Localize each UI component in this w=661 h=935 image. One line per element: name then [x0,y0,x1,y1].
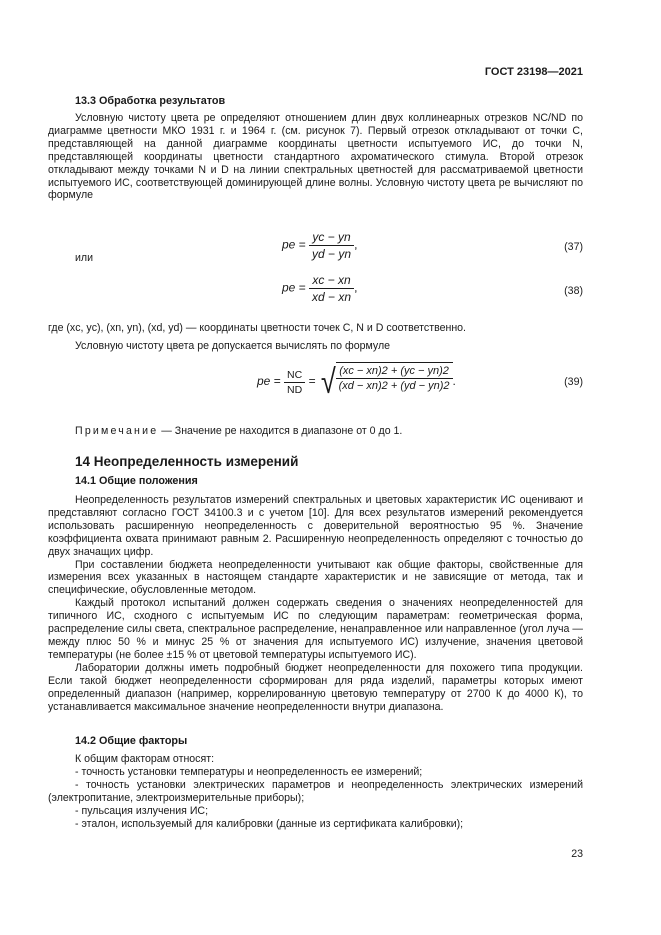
section-13-3-paragraph-1 [48,112,583,202]
paragraph-text: Условную чистоту цвета pe определяют отношением длин двух коллинеарных отрезков NC/ND по диаграмме цветности МКО 1931 г. и 1964 г. (см. рисунок 7). Первый отрезок откладывают от точки С, представляющей на данной диаграмме координаты цветности испытуемого ИС, до точки N, представляющей координаты цветности стандартного ахроматического стимула. Второй отрезок откладывают между точками N и D на линии спектральных цветностей для рассматриваемой цветности испытуемого ИС, соответствующей доминирующей длине волны. Условную чистоту цвета pe вычисляют по формуле [48,112,583,202]
coordinates-definition: где (xc, yc), (xn, yn), (xd, yd) — координаты цветности точек С, N и D соответственно. [48,322,467,334]
nc-nd-fraction [284,369,305,396]
paragraph-3: Каждый протокол испытаний должен содержать сведения о значениях неопределенностей для типичного ИС, сходного с испытуемым ИС по следующим параметрам: геометрическая форма, распределение силы света, спектральное распределение, ненаправленное или направленное (угол луча — между плюс 50 % и минус 25 % от значения для испытуемого ИС) излучение, значения цветовой температуры (не более ±15 % от цветовой температуры испытуемого ИС). [48,597,583,661]
note-text: — Значение pe находится в диапазоне от 0 до 1. [158,425,403,437]
paragraph-2: При составлении бюджета неопределенности учитывают как общие факторы, свойственные для измерения всех указанных в настоящем стандарте характеристик и не зависящие от метода, так и специфические, обусловленные методом. [48,558,583,597]
document-header: ГОСТ 23198—2021 [484,66,583,78]
note-label: Примечание [75,425,159,437]
square-root [319,362,453,402]
list-intro: К общим факторам относят: [75,753,215,765]
numerator: (xc − xn)2 + (yc − yn)2 [336,365,453,379]
pe-symbol: pe [257,374,271,389]
numerator: xc − xn [309,273,354,289]
note [75,425,402,437]
or-label: или [75,252,94,264]
fraction [309,273,354,304]
equation-38-number: (38) [564,285,583,297]
section-14-1-body [48,494,583,713]
equation-37-number: (37) [564,241,583,253]
fraction [336,365,453,392]
numerator: yc − yn [309,230,354,246]
equation-38: pe = $\frac{xc - xn}{xd - xn}$ , [282,273,358,304]
fraction [309,230,354,261]
paragraph-4: Лаборатории должны иметь подробный бюджет неопределенности для похожего типа продукции. Если такой бюджет неопределенности сформирован для ряда изделий, параметры которых имеют определенный диапазон (например, коррелированную цветовую температуру от 2700 К до 4000 К), то устанавливается максимальное значение неопределенности внутри диапазона. [48,661,583,713]
pe-symbol: pe [282,280,296,295]
denominator: yd − yn [312,247,352,261]
section-14-2-title: 14.2 Общие факторы [75,735,188,747]
radical-sign: √ [320,363,336,401]
list-item: - точность установки температуры и неопределенность ее измерений; [75,765,423,778]
list-item: - пульсация излучения ИС; [75,804,209,817]
pe-symbol: pe [282,237,296,252]
denominator: ND [287,383,303,396]
equation-39-number: (39) [564,376,583,388]
denominator: xd − xn [312,290,352,304]
numerator: NC [284,369,305,383]
section-14-2-list [48,753,583,830]
section-13-3-title: 13.3 Обработка результатов [75,95,226,107]
equation-39: pe = $\frac{NC}{ND}$ = √ $\frac{(xc - xn)2 + (yc - yn)2}{(xd - xn)2 + (yd - yn)2}$ . [257,363,456,401]
list-item: - эталон, используемый для калибровки (данные из сертификата калибровки); [75,817,464,830]
page-number: 23 [571,848,583,860]
list-item: - точность установки электрических параметров и неопределенность электрических измерений (электропитание, электроизмерительные приборы); [48,778,583,804]
denominator: (xd − xn)2 + (yd − yn)2 [338,380,450,392]
section-14-1-title: 14.1 Общие положения [75,475,198,487]
equation-37: pe = $\frac{yc - yn}{yd - yn}$ , [282,230,358,261]
section-14-title: 14 Неопределенность измерений [75,454,299,469]
section-13-3-paragraph-2: Условную чистоту цвета pe допускается вычислять по формуле [75,340,391,352]
paragraph-1: Неопределенность результатов измерений спектральных и цветовых характеристик ИС оценивают и представляют согласно ГОСТ 34100.3 и с учетом [10]. Для всех результатов измерений рекомендуется использовать расширенную неопределенность с доверительной вероятностью 95 %. Значение коэффициента охвата принимают равным 2. Расширенную неопределенность определяют с точностью до двух значащих цифр. [48,494,583,558]
